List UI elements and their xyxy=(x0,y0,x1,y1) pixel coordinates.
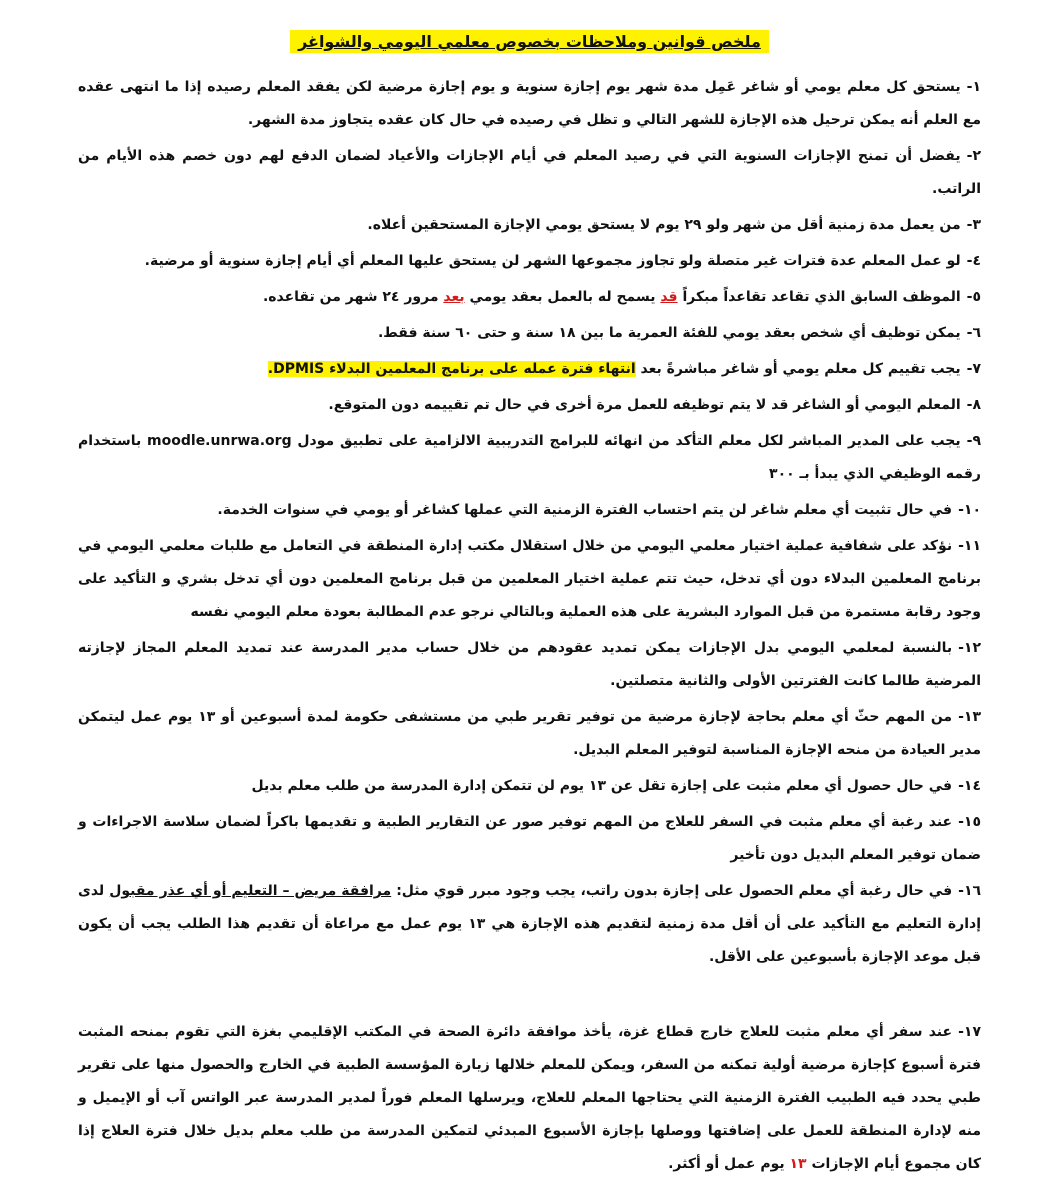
rule-item-2: ٢-يفضل أن تمنح الإجازات السنوية التي في رصيد المعلم في أيام الإجازات والأعياد لضمان الدفع لهم دون خصم هذه الأيام من الراتب. xyxy=(78,148,981,197)
rule-item-5: ٥-الموظف السابق الذي تقاعد تقاعداً مبكراً قد يسمح له بالعمل بعقد يومي بعد مرور ٢٤ شهر من تقاعده. xyxy=(262,289,981,305)
highlight-dpmis: انتهاء فترة عمله على برنامج المعلمين البدلاء DPMIS. xyxy=(267,361,636,377)
rule-item-11: ١١-نؤكد على شفافية عملية اختيار معلمي اليومي من خلال استقلال مكتب إدارة المنطقة في التعامل مع طلبات معلمي اليومي في برنامج المعلمين البدلاء دون أي تدخل، حيث تتم عملية اختيار المعلمين من قبل برنامج المعلمين دون أي تدخل بشري و التأكيد على وجود رقابة مستمرة من قبل الموارد البشرية على هذه العملية وبالتالي نرجو عدم المطالبة بعودة معلم اليومي نفسه xyxy=(78,538,981,620)
underlined-reasons: مرافقة مريض – التعليم أو أي عذر مقبول xyxy=(109,883,392,899)
rule-item-4: ٤-لو عمل المعلم عدة فترات غير متصلة ولو تجاوز مجموعها الشهر لن يستحق عليها المعلم أي أيام إجازة سنوية أو مرضية. xyxy=(144,253,981,269)
rule-item-16: ١٦-في حال رغبة أي معلم الحصول على إجازة بدون راتب، يجب وجود مبرر قوي مثل: مرافقة مريض – التعليم أو أي عذر مقبول لدى إدارة التعليم مع التأكيد على أن أقل مدة زمنية لتقديم هذه الإجازة هي ١٣ يوم عمل مع مراعاة أن تقديم هذا الطلب يجب أن يكون قبل موعد الإجازة بأسبوعين على الأقل. xyxy=(78,883,982,965)
rule-item-12: ١٢-بالنسبة لمعلمي اليومي بدل الإجازات يمكن تمديد عقودهم من خلال حساب مدير المدرسة عند تمديد المعلم المجاز لإجازته المرضية طالما كانت الفترتين الأولى والثانية متصلتين. xyxy=(78,640,981,689)
rule-item-15: ١٥-عند رغبة أي معلم مثبت في السفر للعلاج من المهم توفير صور عن التقارير الطبية و تقديمها باكراً لضمان سلاسة الاجراءات و ضمان توفير المعلم البديل دون تأخير xyxy=(78,814,981,863)
rule-item-7: ٧-يجب تقييم كل معلم يومي أو شاغر مباشرةً بعد انتهاء فترة عمله على برنامج المعلمين البدلاء DPMIS. xyxy=(267,361,981,377)
rule-item-6: ٦-يمكن توظيف أي شخص بعقد يومي للفئة العمرية ما بين ١٨ سنة و حتى ٦٠ سنة فقط. xyxy=(377,325,981,341)
document-title: ملخص قوانين وملاحظات بخصوص معلمي اليومي والشواغر xyxy=(290,30,769,53)
rule-item-14: ١٤-في حال حصول أي معلم مثبت على إجازة تقل عن ١٣ يوم لن تتمكن إدارة المدرسة من طلب معلم بديل xyxy=(251,778,981,794)
rule-item-10: ١٠-في حال تثبيت أي معلم شاغر لن يتم احتساب الفترة الزمنية التي عملها كشاغر أو يومي في سنوات الخدمة. xyxy=(217,502,981,518)
rules-list xyxy=(78,71,981,1181)
emphasis-after: بعد xyxy=(443,289,465,305)
rule-item-17: ١٧-عند سفر أي معلم مثبت للعلاج خارج قطاع غزة، يأخذ موافقة دائرة الصحة في المكتب الإقليمي بغزة التي تقوم بمنحه المثبت فترة أسبوع كإجازة مرضية أولية تمكنه من السفر، ويمكن للمعلم خلالها زيارة المؤسسة الطبية في الخارج والحصول منها على تقرير طبي يحدد فيه الطبيب الفترة الزمنية التي يحتاجها المعلم للعلاج، ويرسلها المعلم فوراً لمدير المدرسة عبر الواتس آب أو الإيميل و منه لإدارة المنطقة للعمل على إضافتها ووصلها بإجازة الأسبوع المبدئي لتمكين المدرسة من طلب معلم بديل خلال فترة العلاج إذا كان مجموع أيام الإجازات ١٣ يوم عمل أو أكثر. xyxy=(78,1024,981,1172)
rule-item-3: ٣-من يعمل مدة زمنية أقل من شهر ولو ٢٩ يوم لا يستحق يومي الإجازة المستحقين أعلاه. xyxy=(367,217,981,233)
rule-item-8: ٨-المعلم اليومي أو الشاغر قد لا يتم توظيفه للعمل مرة أخرى في حال تم تقييمه دون المتوقع. xyxy=(328,397,981,413)
rule-item-1: ١-يستحق كل معلم يومي أو شاغر عَمِل مدة شهر يوم إجازة سنوية و يوم إجازة مرضية لكن يفقد المعلم رصيده إذا ما انتهى عقده مع العلم أنه يمكن ترحيل هذه الإجازة للشهر التالي و تظل في رصيده في حال كان عقده يتجاوز مدة الشهر. xyxy=(78,79,981,128)
rule-item-9: ٩-يجب على المدير المباشر لكل معلم التأكد من انهائه للبرامج التدريبية الالزامية على تطبيق مودل moodle.unrwa.org باستخدام رقمه الوظيفي الذي يبدأ بـ ٣٠٠ xyxy=(78,433,982,482)
emphasis-may: قد xyxy=(660,289,678,305)
emphasis-13-days: ١٣ xyxy=(789,1156,807,1172)
title-wrap xyxy=(78,30,981,53)
rule-item-13: ١٣-من المهم حثّ أي معلم بحاجة لإجازة مرضية من توفير تقرير طبي من مستشفى حكومة لمدة أسبوعين أو ١٣ يوم عمل ليتمكن مدير العيادة من منحه الإجازة المناسبة لتوفير المعلم البديل. xyxy=(78,709,981,758)
